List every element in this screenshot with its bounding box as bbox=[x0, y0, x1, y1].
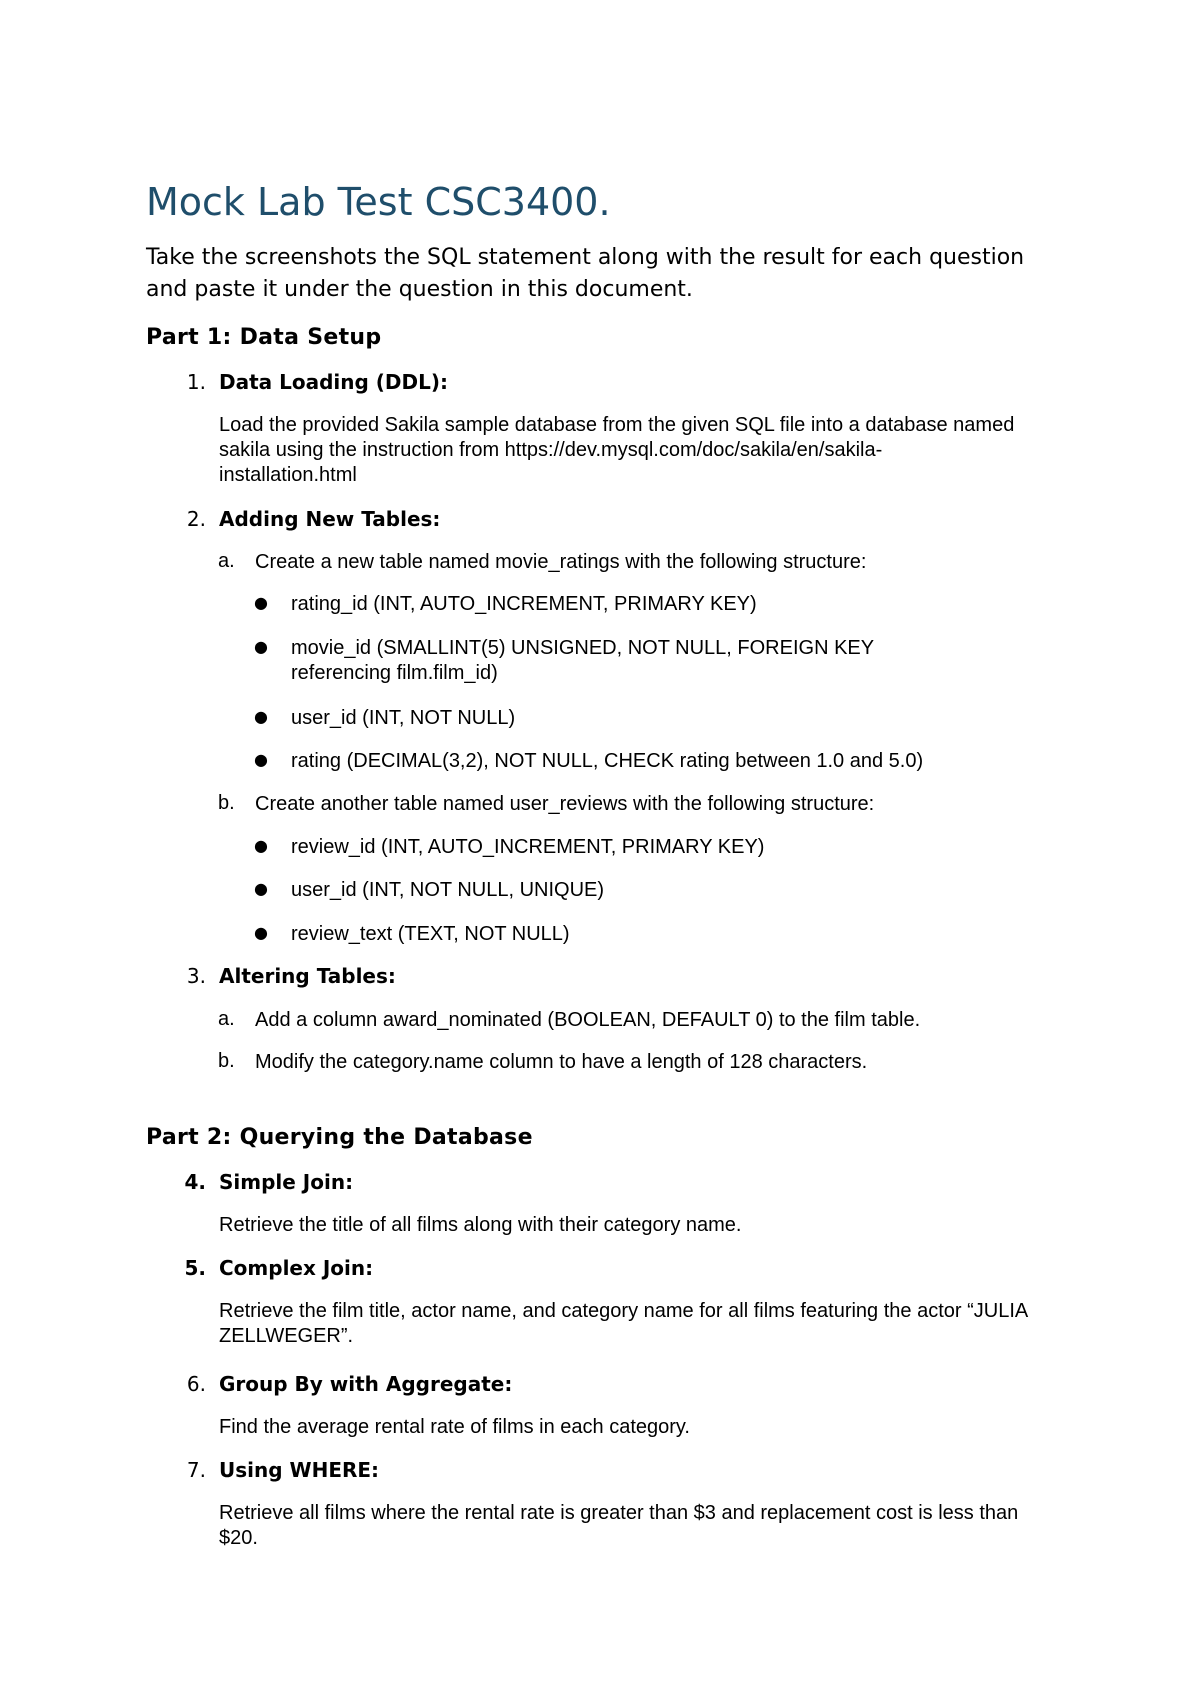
q2a-bullet-4: rating (DECIMAL(3,2), NOT NULL, CHECK rating between 1.0 and 5.0) bbox=[291, 750, 924, 772]
q5-heading: Complex Join: bbox=[219, 1256, 374, 1280]
q3-heading: Altering Tables: bbox=[219, 964, 396, 988]
bullet-icon: ● bbox=[254, 750, 268, 769]
q3a-letter: a. bbox=[218, 1008, 235, 1030]
q6-number: 6. bbox=[186, 1372, 206, 1396]
q7-number: 7. bbox=[186, 1458, 206, 1482]
q2b-bullet-2: user_id (INT, NOT NULL, UNIQUE) bbox=[291, 879, 605, 901]
q1-body: Load the provided Sakila sample database from the given SQL file into a database named sakila using the instruction from https://dev.mysql.com/doc/sakila/en/sakila-installation.html bbox=[219, 414, 1015, 486]
q5-body: Retrieve the film title, actor name, and category name for all films featuring the actor “JULIA ZELLWEGER”. bbox=[219, 1300, 1028, 1347]
bullet-icon: ● bbox=[254, 836, 268, 855]
q2a-bullet-2: movie_id (SMALLINT(5) UNSIGNED, NOT NULL, FOREIGN KEY referencing film.film_id) bbox=[291, 637, 874, 684]
q2a-bullet-1: rating_id (INT, AUTO_INCREMENT, PRIMARY KEY) bbox=[291, 593, 757, 615]
q4-body: Retrieve the title of all films along with their category name. bbox=[219, 1214, 742, 1236]
bullet-icon: ● bbox=[254, 879, 268, 898]
q2b-bullet-1: review_id (INT, AUTO_INCREMENT, PRIMARY KEY) bbox=[291, 836, 765, 858]
q2-heading: Adding New Tables: bbox=[219, 507, 441, 531]
q7-heading: Using WHERE: bbox=[219, 1458, 380, 1482]
bullet-icon: ● bbox=[254, 923, 268, 942]
q7-body: Retrieve all films where the rental rate is greater than $3 and replacement cost is less than $20. bbox=[219, 1502, 1019, 1549]
bullet-icon: ● bbox=[254, 707, 268, 726]
q3b-text: Modify the category.name column to have a length of 128 characters. bbox=[255, 1051, 868, 1073]
q2b-bullet-3: review_text (TEXT, NOT NULL) bbox=[291, 923, 570, 945]
q3-number: 3. bbox=[186, 964, 206, 988]
q3a-text: Add a column award_nominated (BOOLEAN, DEFAULT 0) to the film table. bbox=[255, 1009, 921, 1031]
q2b-text: Create another table named user_reviews with the following structure: bbox=[255, 793, 875, 815]
q5-number: 5. bbox=[184, 1256, 206, 1280]
q2a-text: Create a new table named movie_ratings with the following structure: bbox=[255, 551, 867, 573]
part1-heading: Part 1: Data Setup bbox=[146, 325, 382, 350]
document-title: Mock Lab Test CSC3400. bbox=[146, 180, 611, 224]
q2a-letter: a. bbox=[218, 550, 235, 572]
q6-heading: Group By with Aggregate: bbox=[219, 1372, 513, 1396]
q4-heading: Simple Join: bbox=[219, 1170, 354, 1194]
q3b-letter: b. bbox=[218, 1050, 235, 1072]
part2-heading: Part 2: Querying the Database bbox=[146, 1125, 533, 1150]
q2-number: 2. bbox=[186, 507, 206, 531]
q2a-bullet-3: user_id (INT, NOT NULL) bbox=[291, 707, 516, 729]
q1-number: 1. bbox=[186, 370, 206, 394]
q4-number: 4. bbox=[184, 1170, 206, 1194]
q6-body: Find the average rental rate of films in each category. bbox=[219, 1416, 690, 1438]
q1-heading: Data Loading (DDL): bbox=[219, 370, 449, 394]
bullet-icon: ● bbox=[254, 637, 268, 656]
intro-paragraph: Take the screenshots the SQL statement along with the result for each question and paste it under the question in this document. bbox=[146, 245, 1025, 302]
q2b-letter: b. bbox=[218, 792, 235, 814]
bullet-icon: ● bbox=[254, 593, 268, 612]
